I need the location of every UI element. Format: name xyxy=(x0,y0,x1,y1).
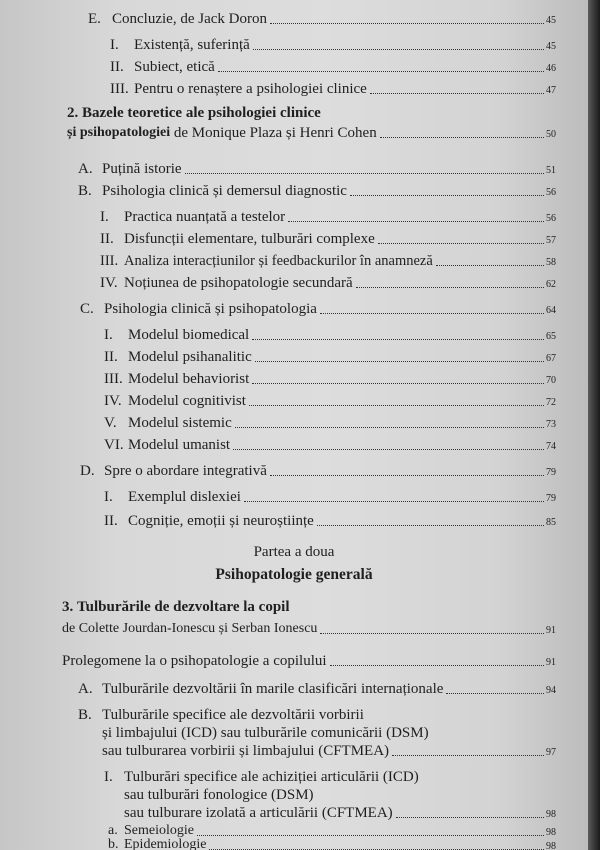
page-number: 46 xyxy=(546,63,556,74)
entry-num: b. xyxy=(108,837,119,850)
page-number: 58 xyxy=(546,257,556,268)
page-number: 73 xyxy=(546,419,556,430)
entry-num: I. xyxy=(100,209,109,225)
chapter-3-author-line xyxy=(62,620,556,638)
chapter-title-line1: Bazele teoretice ale psihologiei clinice xyxy=(82,105,321,121)
dot-leader xyxy=(330,665,544,666)
entry-title: Modelul behaviorist xyxy=(128,371,250,387)
page-number: 91 xyxy=(546,625,556,636)
page-number: 91 xyxy=(546,657,556,668)
entry-title: Modelul umanist xyxy=(128,437,231,453)
entry-title: Exemplul dislexiei xyxy=(128,489,241,505)
page-number: 50 xyxy=(546,129,556,140)
dot-leader xyxy=(252,383,544,384)
page-number: 70 xyxy=(546,375,556,386)
dot-leader xyxy=(255,361,544,362)
entry-num: III. xyxy=(104,371,123,387)
entry-title: Disfuncții elementare, tulburări complexe xyxy=(124,231,375,247)
entry-title-line3: sau tulburarea vorbirii și limbajului (CFTMEA) xyxy=(102,743,390,759)
entry-title: Cogniție, emoții și neuroștiințe xyxy=(128,513,314,529)
entry-num: VI. xyxy=(104,437,124,453)
entry-title: Puțină istorie xyxy=(102,161,182,177)
dot-leader xyxy=(350,195,544,196)
chapter-2-line2 xyxy=(67,124,556,142)
dot-leader xyxy=(378,243,544,244)
chapter-author: de Monique Plaza și Henri Cohen xyxy=(173,125,377,141)
page-number: 64 xyxy=(546,305,556,316)
entry-letter: B. xyxy=(78,183,92,199)
entry-title: Psihologia clinică și psihopatologia xyxy=(104,301,317,317)
dot-leader xyxy=(380,137,544,138)
page-number: 47 xyxy=(546,85,556,96)
dot-leader xyxy=(235,427,544,428)
page-number: 79 xyxy=(546,467,556,478)
page-number: 56 xyxy=(546,213,556,224)
dot-leader xyxy=(185,173,544,174)
page-number: 56 xyxy=(546,187,556,198)
dot-leader xyxy=(218,71,544,72)
entry-title-line1: Tulburările specifice ale dezvoltării vorbirii xyxy=(102,707,364,723)
page-number: 79 xyxy=(546,493,556,504)
entry-title: Prolegomene la o psihopatologie a copilului xyxy=(62,653,327,669)
entry-num: IV. xyxy=(100,275,118,291)
entry-num: III. xyxy=(100,253,119,269)
entry-num: III. xyxy=(110,81,129,97)
toc-entry-C5 xyxy=(104,414,556,432)
toc-entry-C1 xyxy=(104,326,556,344)
toc-entry-pB1-line3 xyxy=(124,804,556,822)
page-number: 72 xyxy=(546,397,556,408)
toc-entry-B xyxy=(78,182,556,200)
entry-letter: E. xyxy=(88,11,101,27)
toc-entry-E3 xyxy=(110,80,556,98)
entry-title: Modelul cognitivist xyxy=(128,393,246,409)
entry-author: de Jack Doron xyxy=(180,11,267,27)
dot-leader xyxy=(356,287,544,288)
toc-entry-pA xyxy=(78,680,556,698)
entry-letter: B. xyxy=(78,707,92,723)
entry-title-line2: și limbajului (ICD) sau tulburările comunicării (DSM) xyxy=(102,725,429,741)
dot-leader xyxy=(320,633,544,634)
book-spine-shadow xyxy=(588,0,600,850)
dot-leader xyxy=(253,49,544,50)
entry-num: II. xyxy=(104,349,118,365)
entry-title: Modelul psihanalitic xyxy=(128,349,252,365)
chapter-title: Tulburările de dezvoltare la copil xyxy=(77,599,290,615)
toc-entry-D xyxy=(80,462,556,480)
entry-num: I. xyxy=(104,769,113,785)
entry-title: Existență, suferință xyxy=(134,37,250,53)
toc-entry-pB-line1 xyxy=(78,706,364,724)
page-number: 57 xyxy=(546,235,556,246)
page-number: 98 xyxy=(546,827,556,838)
chapter-3-title xyxy=(62,598,290,616)
entry-title: Pentru o renaștere a psihologiei clinice xyxy=(134,81,367,97)
toc-entry-E xyxy=(88,10,556,28)
entry-num: II. xyxy=(110,59,124,75)
entry-num: V. xyxy=(104,415,117,431)
page-number: 74 xyxy=(546,441,556,452)
entry-letter: D. xyxy=(80,463,95,479)
entry-title: Analiza interacțiunilor și feedbackurilor în anamneză xyxy=(124,253,433,269)
entry-title: Practica nuanțată a testelor xyxy=(124,209,286,225)
dot-leader xyxy=(317,525,544,526)
page-number: 98 xyxy=(546,809,556,820)
toc-entry-pB1-line1 xyxy=(104,768,419,786)
entry-title: Spre o abordare integrativă xyxy=(104,463,267,479)
entry-num: I. xyxy=(104,327,113,343)
dot-leader xyxy=(249,405,544,406)
chapter-num: 2. xyxy=(67,105,79,121)
page-number: 45 xyxy=(546,41,556,52)
dot-leader xyxy=(288,221,544,222)
entry-letter: C. xyxy=(80,301,94,317)
entry-letter: A. xyxy=(78,161,93,177)
dot-leader xyxy=(392,755,544,756)
entry-title: Subiect, etică xyxy=(134,59,215,75)
chapter-num: 3. xyxy=(62,599,74,615)
dot-leader xyxy=(370,93,544,94)
entry-title: Concluzie, xyxy=(112,11,177,27)
toc-entry-B1 xyxy=(100,208,556,226)
dot-leader xyxy=(396,817,544,818)
entry-num: IV. xyxy=(104,393,122,409)
page-number: 45 xyxy=(546,15,556,26)
page-number: 98 xyxy=(546,841,556,850)
page-number: 94 xyxy=(546,685,556,696)
toc-entry-C4 xyxy=(104,392,556,410)
chapter-title-line2: și psihopatologiei xyxy=(67,125,171,140)
toc-entry-B2 xyxy=(100,230,556,248)
entry-title: Noțiunea de psihopatologie secundară xyxy=(124,275,353,291)
entry-title: Psihologia clinică și demersul diagnostic xyxy=(102,183,347,199)
toc-entry-C2 xyxy=(104,348,556,366)
toc-entry-prolegomene xyxy=(62,652,556,670)
entry-num: I. xyxy=(104,489,113,505)
dot-leader xyxy=(436,265,544,266)
toc-entry-C3 xyxy=(104,370,556,388)
page-number: 65 xyxy=(546,331,556,342)
entry-title: Modelul biomedical xyxy=(128,327,250,343)
toc-entry-pB-line3 xyxy=(102,742,556,760)
entry-num: a. xyxy=(108,823,118,838)
entry-title: Tulburările dezvoltării în marile clasificări internaționale xyxy=(102,681,444,697)
entry-letter: A. xyxy=(78,681,93,697)
part-label: Partea a doua xyxy=(253,544,335,560)
dot-leader xyxy=(446,693,544,694)
dot-leader xyxy=(320,313,544,314)
entry-title: Semeiologie xyxy=(124,823,194,838)
toc-entry-D2 xyxy=(104,512,556,530)
toc-entry-E2 xyxy=(110,58,556,76)
page-number: 51 xyxy=(546,165,556,176)
dot-leader xyxy=(270,23,544,24)
entry-num: II. xyxy=(104,513,118,529)
entry-title: Epidemiologie xyxy=(124,837,207,850)
entry-title-line1: Tulburări specifice ale achiziției articulării (ICD) xyxy=(124,769,419,785)
page-number: 97 xyxy=(546,747,556,758)
dot-leader xyxy=(233,449,544,450)
toc-entry-pBb xyxy=(108,836,556,850)
page-number: 67 xyxy=(546,353,556,364)
part-title: Psihopatologie generală xyxy=(215,566,373,583)
dot-leader xyxy=(270,475,544,476)
dot-leader xyxy=(244,501,544,502)
toc-entry-B4 xyxy=(100,274,556,292)
toc-entry-E1 xyxy=(110,36,556,54)
toc-entry-A xyxy=(78,160,556,178)
entry-title-line2: sau tulburări fonologice (DSM) xyxy=(124,787,314,803)
entry-title: Modelul sistemic xyxy=(128,415,232,431)
toc-entry-C6 xyxy=(104,436,556,454)
toc-entry-D1 xyxy=(104,488,556,506)
chapter-author: de Colette Jourdan-Ionescu și Serban Ionescu xyxy=(62,621,318,636)
entry-num: II. xyxy=(100,231,114,247)
chapter-2-title xyxy=(67,104,321,122)
page-number: 62 xyxy=(546,279,556,290)
entry-title-line3: sau tulburare izolată a articulării (CFTMEA) xyxy=(124,805,393,821)
toc-entry-B3 xyxy=(100,252,556,270)
page-number: 85 xyxy=(546,517,556,528)
dot-leader xyxy=(252,339,544,340)
entry-num: I. xyxy=(110,37,119,53)
toc-entry-C xyxy=(80,300,556,318)
